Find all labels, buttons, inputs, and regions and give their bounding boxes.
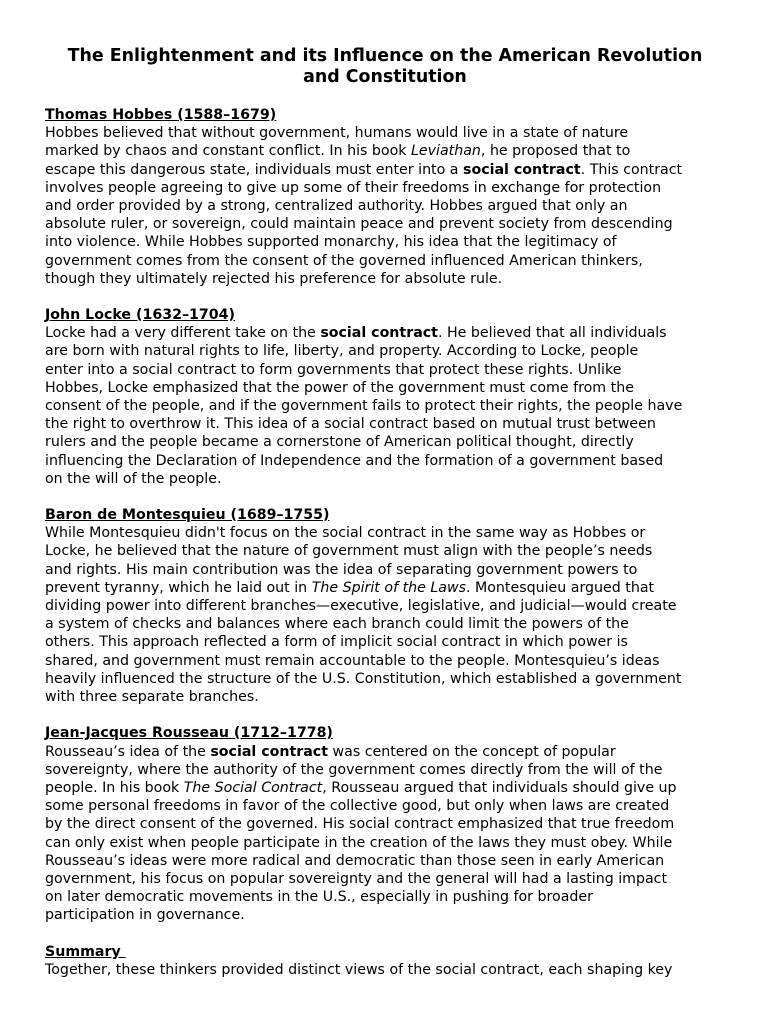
text-run: . Montesquieu argued that	[465, 579, 655, 596]
text-run: heavily influenced the structure of the U.S. Constitution, which established a government	[45, 670, 682, 687]
body-line	[45, 415, 725, 433]
section-heading: Baron de Montesquieu (1689–1755)	[45, 507, 330, 524]
body-line	[45, 797, 725, 815]
body-line	[45, 906, 725, 924]
body-line	[45, 834, 725, 852]
section-heading: Thomas Hobbes (1588–1679)	[45, 107, 277, 123]
text-run: Rousseau’s idea of the	[45, 743, 211, 760]
text-run: While Montesquieu didn't focus on the social contract in the same way as Hobbes or	[45, 525, 646, 542]
text-run: dividing power into different branches—executive, legislative, and judicial—would create	[45, 598, 677, 615]
body-line	[45, 142, 725, 160]
text-run: marked by chaos and constant conflict. In his book	[45, 143, 412, 160]
text-run: escape this dangerous state, individuals must enter into a	[45, 161, 464, 178]
text-run: , Rousseau argued that individuals should give up	[322, 779, 677, 796]
text-run: on later democratic movements in the U.S., especially in pushing for broader	[45, 889, 593, 906]
section-body	[45, 124, 725, 288]
text-run: with three separate branches.	[45, 689, 259, 706]
body-line	[45, 561, 725, 579]
body-line	[45, 888, 725, 906]
section-hobbes	[45, 106, 725, 288]
body-line	[45, 597, 725, 615]
text-run: Hobbes, Locke emphasized that the power of the government must come from the	[45, 379, 634, 396]
body-line	[45, 579, 725, 597]
key-term: social contract	[463, 161, 581, 178]
text-run: Hobbes believed that without government, humans would live in a state of nature	[45, 125, 629, 142]
text-run: can only exist when people participate in the creation of the laws they must obey. While	[45, 834, 673, 851]
body-line	[45, 743, 725, 761]
body-line	[45, 161, 725, 179]
text-run: into violence. While Hobbes supported monarchy, his idea that the legitimacy of	[45, 234, 617, 251]
text-run: some personal freedoms in favor of the collective good, but only when laws are created	[45, 798, 670, 815]
text-run: and order provided by a strong, centralized authority. Hobbes argued that only an	[45, 198, 628, 215]
text-run: Together, these thinkers provided distinct views of the social contract, each shaping key	[45, 961, 673, 978]
body-line	[45, 324, 725, 342]
body-line	[45, 670, 725, 688]
text-run: consent of the people, and if the government fails to protect their rights, the people have	[45, 398, 683, 415]
text-run: enter into a social contract to form governments that protect these rights. Unlike	[45, 361, 622, 378]
text-run: Rousseau’s ideas were more radical and democratic than those seen in early American	[45, 852, 665, 869]
text-run: involves people agreeing to give up some of their freedoms in exchange for protection	[45, 179, 662, 196]
text-run: was centered on the concept of popular	[328, 743, 616, 760]
body-line	[45, 615, 725, 633]
body-line	[45, 215, 725, 233]
text-run: and rights. His main contribution was the idea of separating government powers to	[45, 561, 638, 578]
book-title-spirit-of-laws: The Spirit of the Laws	[311, 579, 466, 596]
key-term: social contract	[210, 743, 329, 760]
text-run: government comes from the consent of the governed influenced American thinkers,	[45, 252, 643, 269]
title-line: and Constitution	[303, 67, 467, 87]
text-run: a system of checks and balances where each branch could limit the powers of the	[45, 616, 629, 633]
document-page	[45, 46, 725, 979]
body-line	[45, 633, 725, 651]
text-run: sovereignty, where the authority of the government comes directly from the will of the	[45, 761, 663, 778]
section-body	[45, 743, 725, 925]
body-line	[45, 452, 725, 470]
section-heading: Summary	[45, 943, 126, 960]
text-run: though they ultimately rejected his preference for absolute rule.	[45, 270, 503, 287]
text-run: participation in governance.	[45, 907, 245, 924]
text-run: rulers and the people became a cornerstone of American political thought, directly	[45, 434, 634, 451]
key-term: social contract	[320, 325, 438, 342]
text-run: absolute ruler, or sovereign, could maintain peace and prevent society from descending	[45, 216, 673, 233]
text-run: . He believed that all individuals	[437, 325, 667, 342]
body-line	[45, 233, 725, 251]
section-locke	[45, 306, 725, 488]
section-heading: John Locke (1632–1704)	[45, 307, 236, 324]
document-title	[45, 46, 725, 88]
body-line	[45, 433, 725, 451]
body-line	[45, 852, 725, 870]
text-run: Locke, he believed that the nature of government must align with the people’s needs	[45, 543, 653, 560]
text-run: influencing the Declaration of Independence and the formation of a government based	[45, 452, 664, 469]
body-line	[45, 779, 725, 797]
body-line	[45, 342, 725, 360]
body-line	[45, 761, 725, 779]
body-line	[45, 379, 725, 397]
text-run: Locke had a very different take on the	[45, 325, 321, 342]
text-run: by the direct consent of the governed. His social contract emphasized that true freedom	[45, 816, 675, 833]
section-body	[45, 324, 725, 488]
body-line	[45, 124, 725, 142]
text-run: people. In his book	[45, 779, 184, 796]
text-run: are born with natural rights to life, liberty, and property. According to Locke, people	[45, 343, 639, 360]
body-line	[45, 270, 725, 288]
section-body	[45, 524, 725, 706]
body-line	[45, 688, 725, 706]
section-montesquieu	[45, 506, 725, 706]
text-run: government, his focus on popular sovereignty and the general will had a lasting impact	[45, 870, 668, 887]
document-title-text	[45, 46, 725, 88]
section-body	[45, 961, 725, 979]
text-run: the right to overthrow it. This idea of a social contract based on mutual trust between	[45, 416, 656, 433]
body-line	[45, 470, 725, 488]
text-run: shared, and government must remain accountable to the people. Montesquieu’s ideas	[45, 652, 660, 669]
body-line	[45, 252, 725, 270]
body-line	[45, 361, 725, 379]
section-summary	[45, 943, 725, 979]
text-run: on the will of the people.	[45, 470, 222, 487]
book-title-leviathan: Leviathan	[411, 143, 481, 160]
body-line	[45, 870, 725, 888]
text-run: others. This approach reflected a form of implicit social contract in which power is	[45, 634, 628, 651]
text-run: . This contract	[580, 161, 683, 178]
body-line	[45, 524, 725, 542]
section-heading: Jean-Jacques Rousseau (1712–1778)	[45, 725, 333, 742]
body-line	[45, 961, 725, 979]
body-line	[45, 652, 725, 670]
body-line	[45, 197, 725, 215]
title-line: The Enlightenment and its Influence on the American Revolution	[67, 46, 703, 66]
book-title-social-contract: The Social Contract	[183, 779, 323, 796]
body-line	[45, 179, 725, 197]
body-line	[45, 542, 725, 560]
section-rousseau	[45, 724, 725, 924]
body-line	[45, 397, 725, 415]
text-run: prevent tyranny, which he laid out in	[45, 579, 312, 596]
text-run: , he proposed that to	[480, 143, 631, 160]
body-line	[45, 815, 725, 833]
